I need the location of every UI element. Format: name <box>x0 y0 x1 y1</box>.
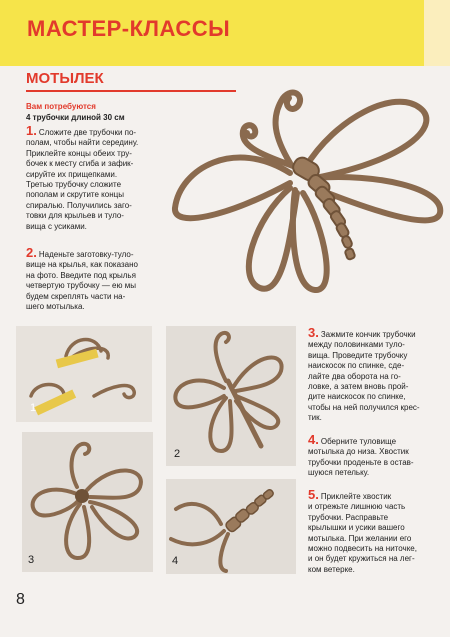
photo-number: 2 <box>174 448 181 460</box>
step-line: Оберните туловище <box>320 437 397 446</box>
step-line: трубочки проденьте в остав- <box>308 457 414 467</box>
step-line: Приклейте концы обеих тру- <box>26 148 132 158</box>
materials-label: Вам потребуются <box>26 102 96 111</box>
step-line: и отрежьте лишнюю часть <box>308 502 406 512</box>
photo-number: 1 <box>30 402 37 414</box>
page-header-title: МАСТЕР-КЛАССЫ <box>27 16 231 41</box>
step-line: Третью трубочку сложите <box>26 180 122 190</box>
photo-number: 4 <box>172 555 179 567</box>
photo-step-1 <box>16 326 152 422</box>
step-3 <box>308 325 443 424</box>
step-number: 4. <box>308 432 319 447</box>
step-line: шего мотылька. <box>26 302 85 312</box>
step-line: ловке, а затем вновь прой- <box>308 382 409 392</box>
photo-step-3 <box>22 432 153 572</box>
step-line: лайте два оборота на го- <box>308 371 401 381</box>
step-number: 2. <box>26 245 37 260</box>
step-line: четвертую трубочку — ею мы <box>26 281 136 291</box>
dragonfly-drawing <box>165 78 450 318</box>
photo-number: 3 <box>28 554 35 566</box>
step-5 <box>308 487 443 575</box>
step-line: можно подвесить на ниточке, <box>308 544 417 554</box>
step-number: 1. <box>26 123 37 138</box>
step-line: дите наискосок по спинке, <box>308 392 406 402</box>
step-line: мотылька. При желании его <box>308 533 412 543</box>
step-line: крылышки и усики вашего <box>308 523 405 533</box>
step-line: вище на крылья, как показано <box>26 260 138 270</box>
photo-step-4 <box>166 479 296 574</box>
header-tab <box>424 0 450 66</box>
step-line: тик. <box>308 413 322 423</box>
step-line: на фото. Введите под крылья <box>26 270 136 280</box>
step-line: вища с усиками. <box>26 221 87 231</box>
step-line: вища. Проведите трубочку <box>308 350 408 360</box>
step-line: Зажмите кончик трубочки <box>320 330 416 339</box>
step-line: будем скреплять части на- <box>26 291 126 301</box>
step-line: мотылька до низа. Хвостик <box>308 447 409 457</box>
step-line: шуюся петельку. <box>308 468 370 478</box>
step-line: сируйте их прищепками. <box>26 169 118 179</box>
step-2 <box>26 245 176 312</box>
clothespin-photo <box>16 326 152 422</box>
step-line: ком ветерке. <box>308 564 355 574</box>
step-number: 3. <box>308 325 319 340</box>
section-title: МОТЫЛЕК <box>26 70 104 87</box>
dragonfly-tail-photo <box>166 479 296 574</box>
step-line: пополам и скрутите концы <box>26 190 124 200</box>
step-line: наискосок по спинке, сде- <box>308 361 405 371</box>
step-line: Наденьте заготовку-туло- <box>38 250 134 259</box>
dragonfly-illustration <box>165 78 450 318</box>
step-line: трубочки. Расправьте <box>308 512 389 522</box>
step-line: Приклейте хвостик <box>320 492 392 501</box>
step-line: полам, чтобы найти середину. <box>26 138 139 148</box>
step-line: бочек к месту сгиба и зафик- <box>26 159 134 169</box>
dragonfly-wings-photo <box>166 326 296 466</box>
step-line: и он будет кружиться на лег- <box>308 554 415 564</box>
step-line: между половинками туло- <box>308 340 405 350</box>
step-number: 5. <box>308 487 319 502</box>
page-number: 8 <box>16 591 25 608</box>
step-1 <box>26 123 176 232</box>
step-line: Сложите две трубочки по- <box>38 128 137 137</box>
header-bar <box>0 0 450 66</box>
step-line: чтобы на ней получился крес- <box>308 402 420 412</box>
step-4 <box>308 432 443 479</box>
materials-value: 4 трубочки длиной 30 см <box>26 113 125 122</box>
photo-step-2 <box>166 326 296 466</box>
step-line: товки для крыльев и туло- <box>26 211 124 221</box>
dragonfly-wrap-photo <box>22 432 153 572</box>
materials-block <box>26 101 125 123</box>
step-line: спиралью. Получились заго- <box>26 200 132 210</box>
